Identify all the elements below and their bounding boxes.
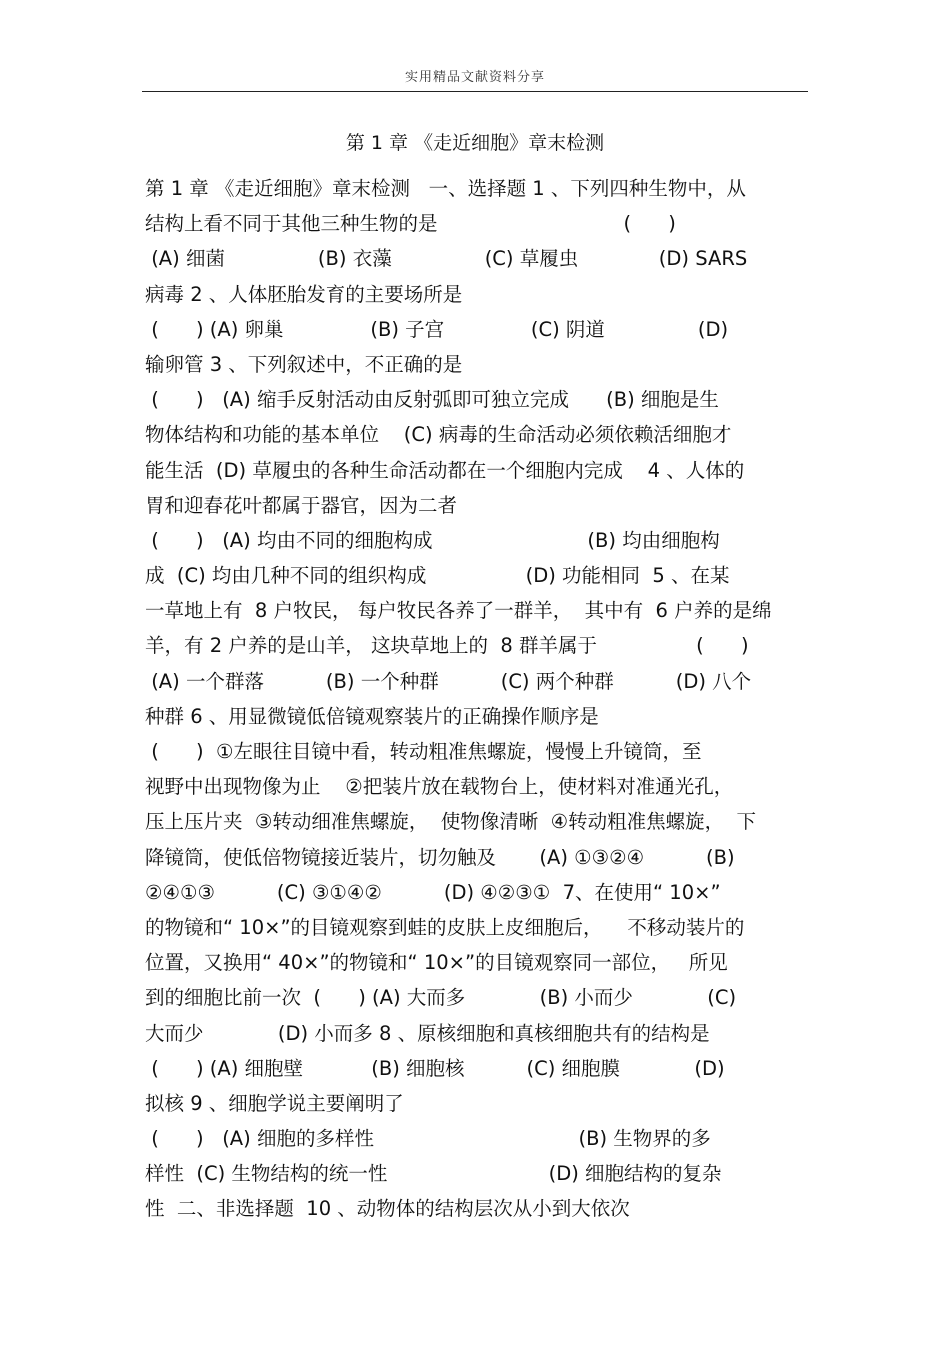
text-line: ( ) (A) 缩手反射活动由反射弧即可独立完成 (B) 细胞是生: [145, 388, 719, 412]
text-line: (A) 细菌 (B) 衣藻 (C) 草履虫 (D) SARS: [145, 247, 748, 271]
header-divider: [142, 91, 808, 92]
text-line: 种群 6 、用显微镜低倍镜观察装片的正确操作顺序是: [145, 704, 599, 728]
text-line: 结构上看不同于其他三种生物的是 ( ): [145, 212, 676, 236]
text-line: 样性 (C) 生物结构的统一性 (D) 细胞结构的复杂: [145, 1162, 722, 1186]
text-line: 病毒 2 、人体胚胎发育的主要场所是: [145, 282, 463, 306]
text-line: 羊，有 2 户养的是山羊， 这块草地上的 8 群羊属于 ( ): [145, 634, 749, 658]
text-line: 压上压片夹 ③转动细准焦螺旋， 使物像清晰 ④转动粗准焦螺旋， 下: [145, 810, 757, 834]
text-line: 成 (C) 均由几种不同的组织构成 (D) 功能相同 5 、在某: [145, 564, 730, 588]
text-line: 降镜筒，使低倍物镜接近装片，切勿触及 (A) ①③②④ (B): [145, 845, 735, 869]
document-body: [145, 171, 810, 1227]
text-line: 能生活 (D) 草履虫的各种生命活动都在一个细胞内完成 4 、人体的: [145, 458, 745, 482]
text-line: ( ) (A) 卵巢 (B) 子宫 (C) 阴道 (D): [145, 317, 729, 341]
text-line: 位置，又换用“ 40×”的物镜和“ 10×”的目镜观察同一部位， 所见: [145, 951, 728, 975]
text-line: 的物镜和“ 10×”的目镜观察到蛙的皮肤上皮细胞后， 不移动装片的: [145, 915, 745, 939]
text-line: ( ) (A) 细胞的多样性 (B) 生物界的多: [145, 1127, 711, 1151]
text-line: 大而少 (D) 小而多 8 、原核细胞和真核细胞共有的结构是: [145, 1021, 710, 1045]
text-line: ( ) (A) 细胞壁 (B) 细胞核 (C) 细胞膜 (D): [145, 1056, 725, 1080]
text-line: 物体结构和功能的基本单位 (C) 病毒的生命活动必须依赖活细胞才: [145, 423, 732, 447]
text-line: 输卵管 3 、下列叙述中，不正确的是: [145, 352, 463, 376]
text-line: 一草地上有 8 户牧民， 每户牧民各养了一群羊， 其中有 6 户养的是绵: [145, 599, 772, 623]
document-title: 第 1 章 《走近细胞》章末检测: [345, 132, 605, 154]
text-line: 拟核 9 、细胞学说主要阐明了: [145, 1091, 404, 1115]
text-line: ②④①③ (C) ③①④② (D) ④②③① 7、在使用“ 10×”: [145, 880, 721, 904]
text-line: ( ) (A) 均由不同的细胞构成 (B) 均由细胞构: [145, 528, 720, 552]
text-line: 第 1 章 《走近细胞》章末检测 一、选择题 1 、下列四种生物中，从: [145, 177, 746, 200]
text-line: 胃和迎春花叶都属于器官，因为二者: [145, 493, 458, 517]
text-line: 到的细胞比前一次 ( ) (A) 大而多 (B) 小而少 (C): [145, 986, 737, 1010]
text-line: (A) 一个群落 (B) 一个种群 (C) 两个种群 (D) 八个: [145, 669, 752, 693]
text-line: ( ) ①左眼往目镜中看，转动粗准焦螺旋，慢慢上升镜筒，至: [145, 740, 702, 763]
text-line: 视野中出现物像为止 ②把装片放在载物台上，使材料对准通光孔，: [145, 775, 734, 799]
page-header: 实用精品文献资料分享: [404, 70, 545, 85]
text-line: 性 二、非选择题 10 、动物体的结构层次从小到大依次: [145, 1197, 630, 1221]
